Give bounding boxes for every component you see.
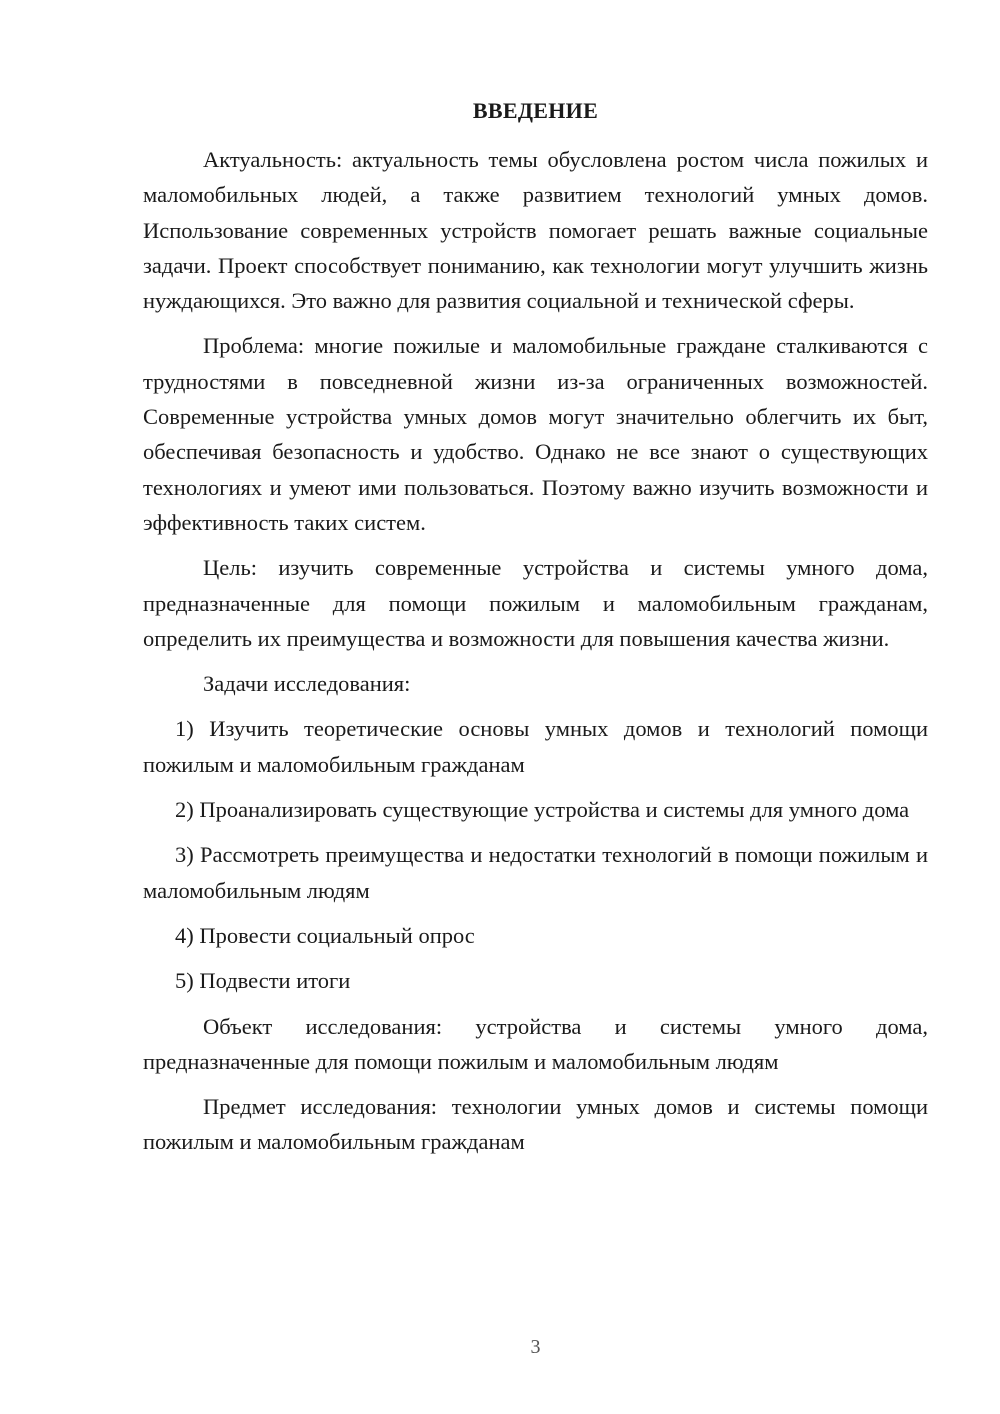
task-item-4: 4) Провести социальный опрос bbox=[175, 922, 475, 948]
page-title: ВВЕДЕНИЕ bbox=[472, 98, 599, 123]
paragraph-problem: Проблема: многие пожилые и маломобильные граждане сталкиваются с трудностями в повседневной жизни из-за ограниченных возможностей. Современные устройства умных домов могут значительно облегчить их быт, обеспечивая безопасность и удобство. Однако не все знают о существующих технологиях и умеют ими пользоваться. Поэтому важно изучить возможности и эффективность таких систем. bbox=[143, 333, 928, 535]
task-item-2: 2) Проанализировать существующие устройства и системы для умного дома bbox=[175, 797, 910, 823]
paragraph-object: Объект исследования: устройства и системы умного дома, предназначенные для помощи пожилым и маломобильным людям bbox=[143, 1013, 928, 1074]
paragraph-goal: Цель: изучить современные устройства и системы умного дома, предназначенные для помощи пожилым и маломобильным гражданам, определить их преимущества и возможности для повышения качества жизни. bbox=[143, 555, 928, 651]
document-body bbox=[143, 142, 928, 1170]
page-number: 3 bbox=[530, 1336, 541, 1358]
paragraph-subject: Предмет исследования: технологии умных домов и системы помощи пожилым и маломобильным гражданам bbox=[143, 1094, 928, 1155]
task-item-1: 1) Изучить теоретические основы умных домов и технологий помощи пожилым и маломобильным гражданам bbox=[143, 716, 928, 777]
task-item-3: 3) Рассмотреть преимущества и недостатки технологий в помощи пожилым и маломобильным людям bbox=[143, 842, 928, 903]
tasks-heading: Задачи исследования: bbox=[203, 671, 411, 697]
document-page bbox=[143, 0, 928, 1414]
paragraph-relevance: Актуальность: актуальность темы обусловлена ростом числа пожилых и маломобильных людей, а также развитием технологий умных домов. Использование современных устройств помогает решать важные социальные задачи. Проект способствует пониманию, как технологии могут улучшить жизнь нуждающихся. Это важно для развития социальной и технической сферы. bbox=[143, 147, 928, 314]
task-item-5: 5) Подвести итоги bbox=[175, 968, 351, 994]
